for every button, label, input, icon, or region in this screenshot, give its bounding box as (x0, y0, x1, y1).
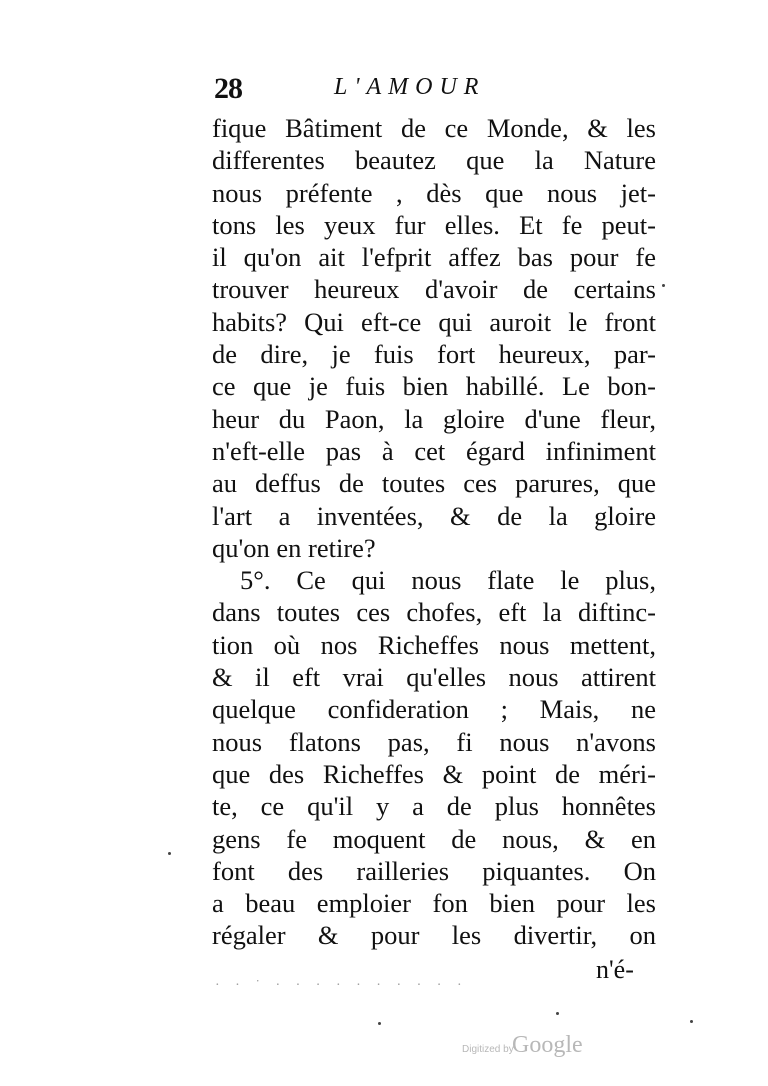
text-line: te, ce qu'il y a de plus honnêtes (212, 791, 656, 822)
text-line: ce que je fuis bien habillé. Le bon- (212, 371, 656, 402)
paragraph-start-line: 5°. Ce qui nous flate le plus, (240, 565, 656, 596)
text-line: nous flatons pas, fi nous n'avons (212, 726, 656, 757)
text-line: l'art a inventées, & de la gloire (212, 500, 656, 531)
running-head (214, 72, 574, 112)
text-line: tons les yeux fur elles. Et fe peut- (212, 209, 656, 240)
text-line: de dire, je fuis fort heureux, par- (212, 339, 656, 370)
text-line: font des railleries piquantes. On (212, 855, 656, 886)
text-line: habits? Qui eft-ce qui auroit le front (212, 306, 656, 337)
watermark-prefix: Digitized by (462, 1044, 514, 1055)
running-title: L'AMOUR (334, 74, 486, 100)
paragraph-end-line: qu'on en retire? (212, 532, 376, 563)
text-line: a beau emploier fon bien pour les (212, 888, 656, 919)
text-line: quelque confideration ; Mais, ne (212, 694, 656, 725)
text-line: & il eft vrai qu'elles nous attirent (212, 662, 656, 693)
text-line: il qu'on ait l'efprit affez bas pour fe (212, 242, 656, 273)
ink-speck (168, 852, 171, 855)
page-number: 28 (214, 72, 242, 105)
body-text (212, 112, 656, 952)
text-line: dans toutes ces chofes, eft la diftinc- (212, 597, 656, 628)
text-line: gens fe moquent de nous, & en (212, 823, 656, 854)
text-line: nous préfente , dès que nous jet- (212, 177, 656, 208)
watermark-brand: Google (512, 1032, 583, 1058)
bleed-through-mark: · · ˙ · · · · · · · · · · (215, 978, 468, 993)
ink-speck (556, 1012, 559, 1015)
text-line: que des Richeffes & point de méri- (212, 758, 656, 789)
text-line: trouver heureux d'avoir de certains (212, 274, 656, 305)
text-line: heur du Paon, la gloire d'une fleur, (212, 403, 656, 434)
ink-speck (690, 1020, 693, 1023)
catchword: n'é- (596, 955, 634, 984)
text-line: au deffus de toutes ces parures, que (212, 468, 656, 499)
ink-speck (378, 1022, 381, 1025)
text-line: differentes beautez que la Nature (212, 145, 656, 176)
digitized-watermark (462, 1030, 602, 1066)
text-line: tion où nos Richeffes nous mettent, (212, 629, 656, 660)
text-line: régaler & pour les divertir, on (212, 920, 656, 951)
text-line: n'eft-elle pas à cet égard infiniment (212, 435, 656, 466)
text-line: fique Bâtiment de ce Monde, & les (212, 113, 656, 143)
ink-speck (662, 284, 665, 287)
